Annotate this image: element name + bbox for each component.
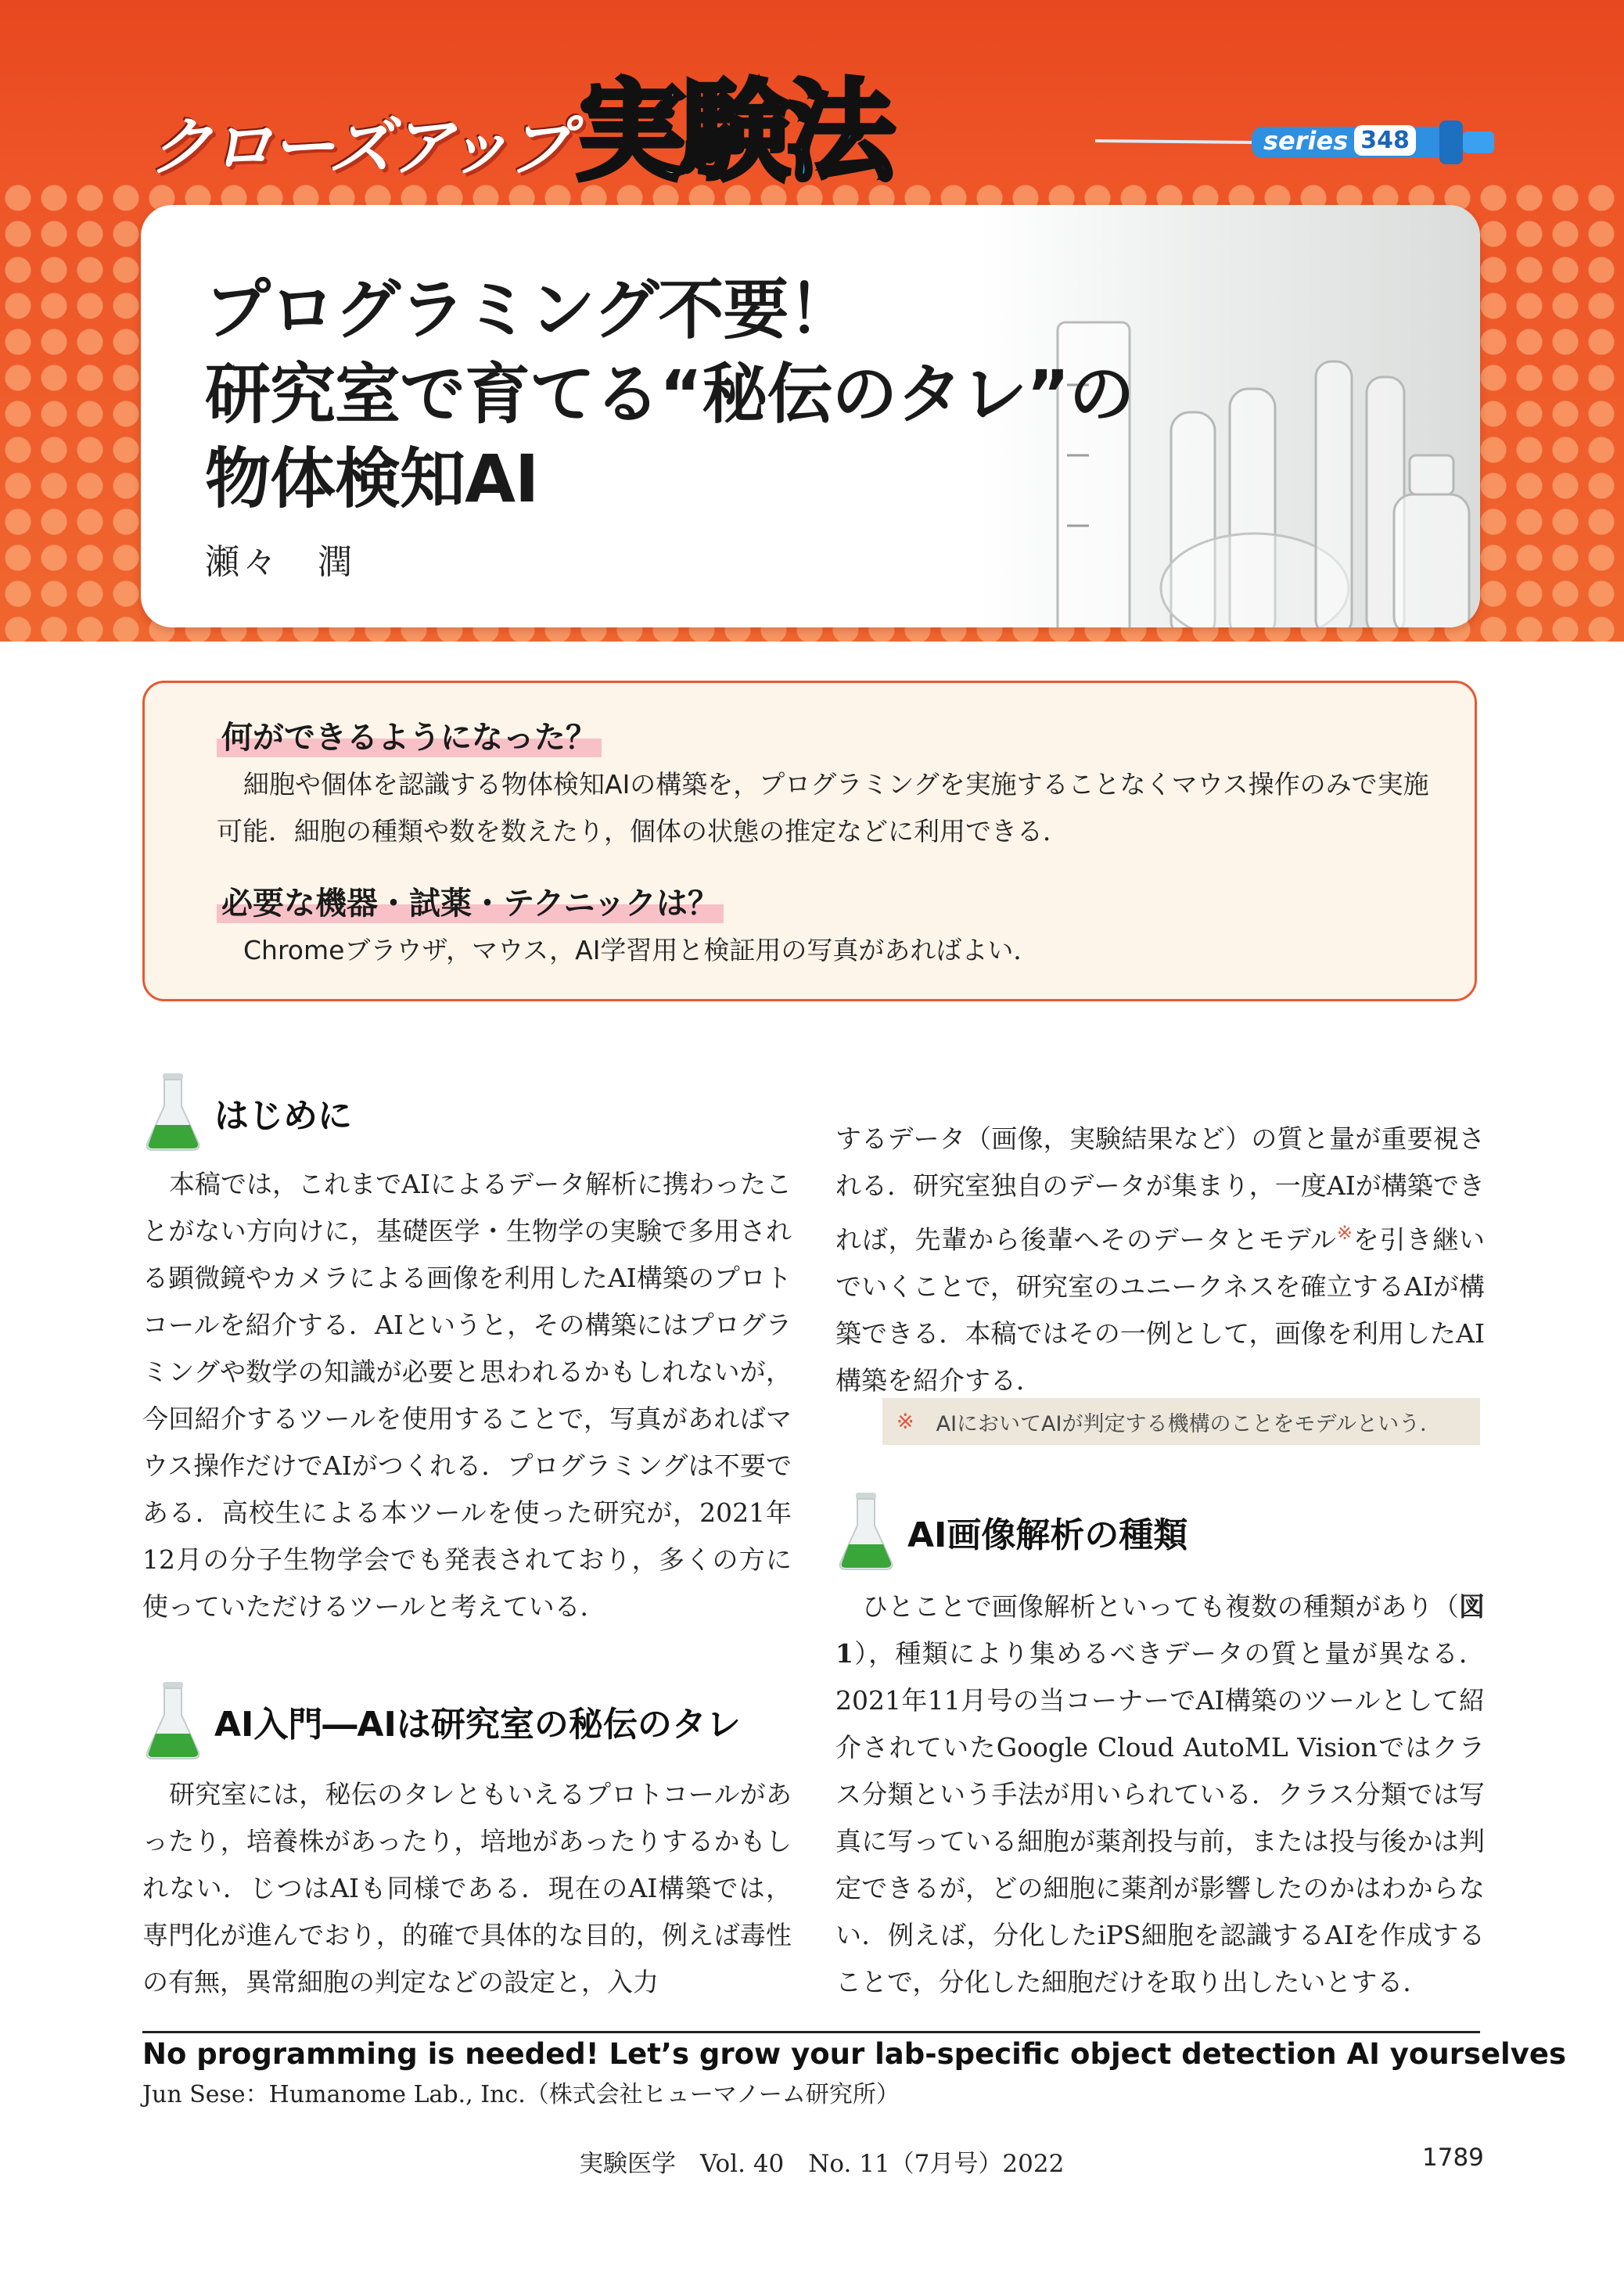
series-title xyxy=(149,61,890,202)
article-title-line: 研究室で育てる“秘伝のタレ”の xyxy=(205,356,1134,433)
summary-question-1: 何ができるようになった？ xyxy=(217,713,602,757)
footnote-ref-mark: ※ xyxy=(1336,1222,1353,1244)
article-title-line: 物体検知AI xyxy=(205,440,539,517)
footer-rule xyxy=(142,2031,1480,2033)
summary-answer-1: 細胞や個体を認識する物体検知AIの構築を，プログラミングを実施することなくマウス操作のみで実施可能．細胞の種類や数を数えたり，個体の状態の推定などに利用できる． xyxy=(217,769,1429,846)
flask-icon xyxy=(142,1072,203,1153)
series-title-big xyxy=(576,45,890,202)
series-header xyxy=(0,0,1624,642)
summary-box xyxy=(142,681,1477,1001)
figure-ref[interactable]: 図1 xyxy=(835,1591,1485,1669)
section-heading-ai-intro-text: AI入門―AIは研究室の秘伝のタレ xyxy=(214,1705,741,1745)
title-card xyxy=(141,205,1480,627)
footnote-text: AIにおいてAIが判定する機構のことをモデルという． xyxy=(936,1411,1442,1436)
section-heading-intro-text: はじめに xyxy=(214,1096,352,1136)
summary-answer-2: Chromeブラウザ，マウス，AI学習用と検証用の写真があればよい． xyxy=(243,935,1040,965)
section-heading-ai-intro xyxy=(142,1680,741,1762)
english-title: No programming is needed! Let’s grow your lab-specific object detection AI yourselves xyxy=(142,2037,1566,2071)
page-number: 1789 xyxy=(1422,2144,1484,2172)
series-title-big-a: 実験 xyxy=(576,69,786,196)
section-heading-intro xyxy=(142,1072,352,1153)
section-heading-analysis-text: AI画像解析の種類 xyxy=(907,1515,1188,1555)
author-affiliation: Jun Sese：Humanome Lab., Inc.（株式会社ヒューマノーム研究所） xyxy=(142,2081,900,2108)
footnote xyxy=(882,1398,1480,1445)
flask-icon xyxy=(835,1491,896,1572)
author-name: 瀬々 潤 xyxy=(205,542,355,582)
footnote-mark: ※ xyxy=(896,1409,914,1434)
continued-text-a: するデータ（画像，実験結果など）の質と量が重要視される．研究室独自のデータが集まり，一度AIが構築できれば，先輩から後輩へそのデータとモデル xyxy=(835,1123,1485,1255)
section-heading-analysis xyxy=(835,1491,1187,1572)
analysis-text-b: ），種類により集めるべきデータの質と量が異なる．2021年11月号の当コーナーでAI構築のツールとして紹介されていたGoogle Cloud AutoML Visionではクラス分類という手法が用いられている．クラス分類では写真に写っている細胞が薬剤投与前，または投与後かは判定できるが，どの細胞に薬剤が影響したのかはわからない．例えば，分化したiPS細胞を認識するAIを作成することで，分化した細胞だけを取り出したいとする． xyxy=(835,1638,1485,1997)
series-word: series xyxy=(1263,125,1349,156)
continued-paragraph xyxy=(835,1116,1485,1404)
continued-text-b: を引き継いでいくことで，研究室のユニークネスを確立するAIが構築できる．本稿ではその一例として，画像を利用したAI構築を紹介する． xyxy=(835,1224,1486,1396)
analysis-paragraph xyxy=(835,1583,1485,2006)
article-title-line: プログラミング不要！ xyxy=(205,271,853,348)
article-title xyxy=(205,268,1134,521)
series-title-big-b: 法 xyxy=(785,69,891,196)
summary-question-2: 必要な機器・試薬・テクニックは？ xyxy=(217,879,724,923)
series-badge xyxy=(1263,125,1416,156)
journal-citation: 実験医学 Vol. 40 No. 11（7月号）2022 xyxy=(579,2150,1065,2178)
series-title-small: クローズアップ xyxy=(149,110,569,185)
ai-intro-paragraph: 研究室には，秘伝のタレともいえるプロトコールがあったり，培養株があったり，培地があったりするかもしれない．じつはAIも同様である．現在のAI構築では，専門化が進んでおり，的確で具体的な目的，例えば毒性の有無，異常細胞の判定などの設定と，入力 xyxy=(142,1779,792,1997)
intro-paragraph: 本稿では，これまでAIによるデータ解析に携わったことがない方向けに，基礎医学・生物学の実験で多用される顕微鏡やカメラによる画像を利用したAI構築のプロトコールを紹介する．AIというと，その構築にはプログラミングや数学の知識が必要と思われるかもしれないが，今回紹介するツールを使用することで，写真があればマウス操作だけでAIがつくれる．プログラミングは不要である．高校生による本ツールを使った研究が，2021年12月の分子生物学会でも発表されており，多くの方に使っていただけるツールと考えている． xyxy=(142,1169,792,1622)
flask-icon xyxy=(142,1680,203,1762)
analysis-text-a: ひとことで画像解析といっても複数の種類があり（ xyxy=(862,1591,1459,1622)
series-number: 348 xyxy=(1354,125,1416,156)
